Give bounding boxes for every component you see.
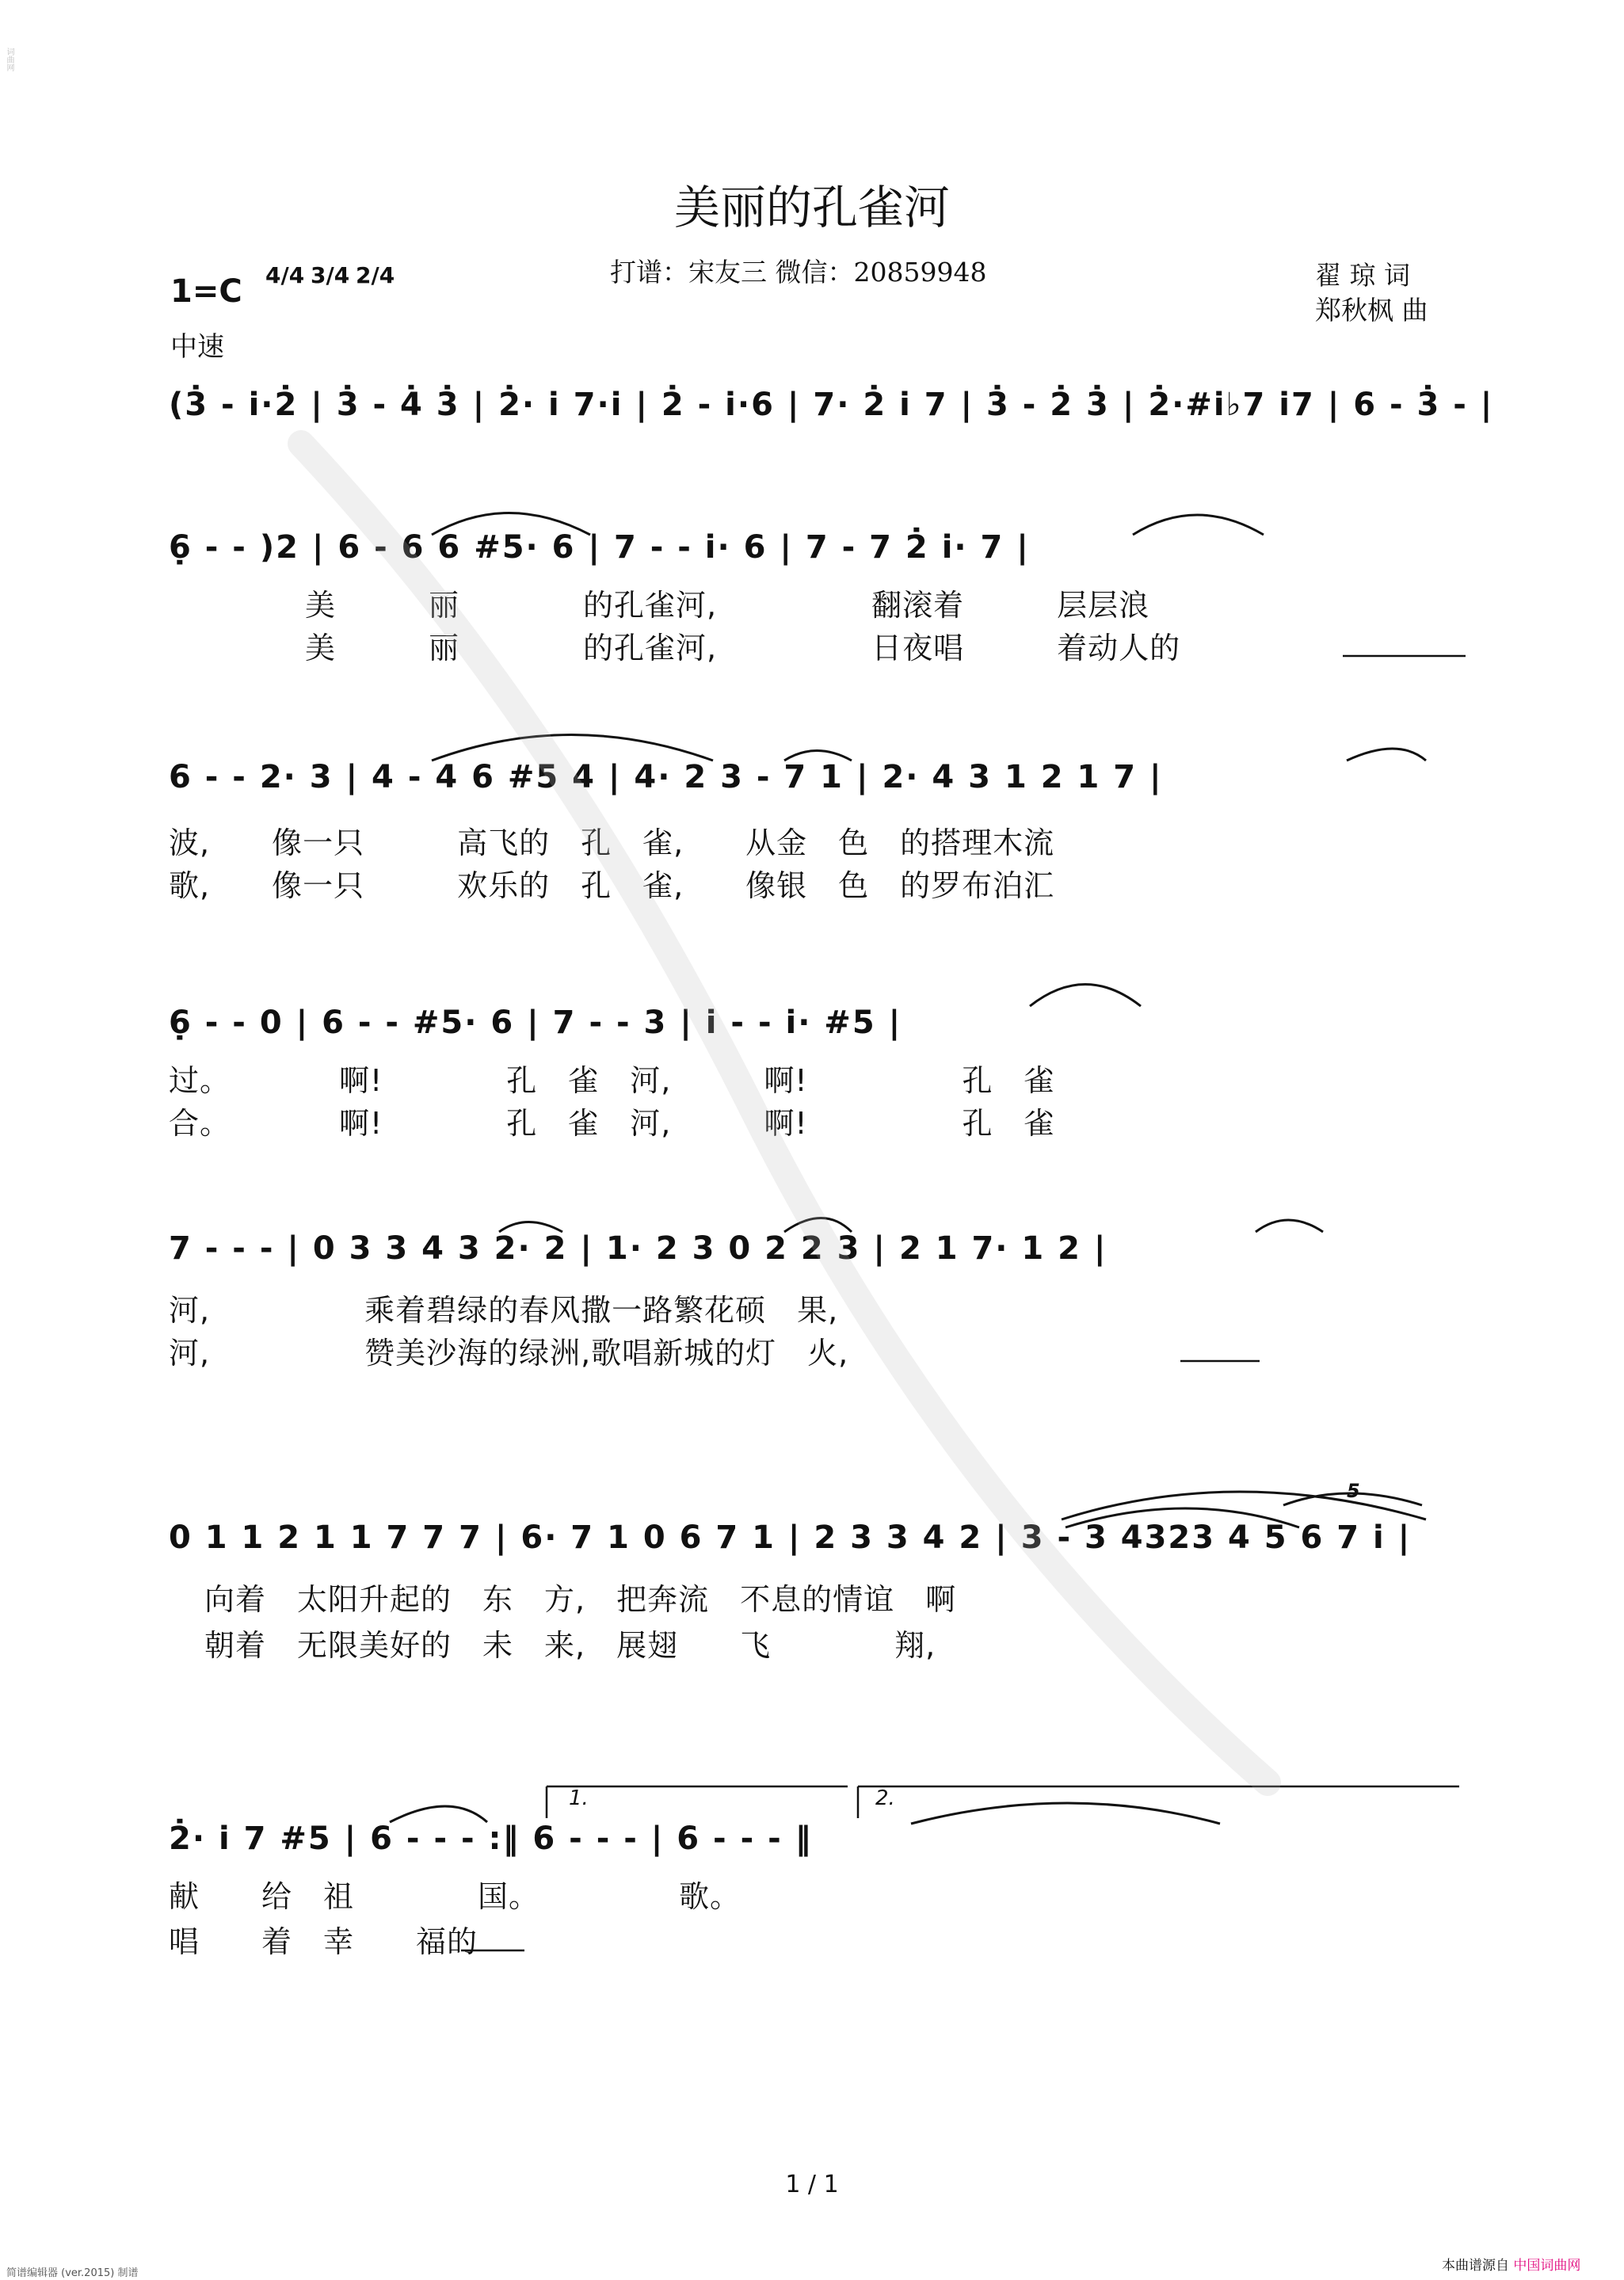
slur (432, 735, 713, 761)
composer-credit: 郑秋枫 曲 (1315, 295, 1428, 326)
lyrics-system-6-verse-2: 朝着 无限美好的 未 来, 展翅 飞 翔, (204, 1628, 936, 1663)
notes-system-5: 7 - - - | 0 3 3 4 3 2· 2 | 1· 2 3 0 2 2 3 | 2 1 7· 1 2 | (169, 1230, 1107, 1267)
lyrics-system-3-verse-2: 歌, 像一只 欢乐的 孔 雀, 像银 色 的罗布泊汇 (169, 868, 1055, 903)
volta-label-1: 1. (569, 1786, 589, 1810)
lyrics-system-3-verse-1: 波, 像一只 高飞的 孔 雀, 从金 色 的搭理木流 (169, 825, 1055, 860)
tempo-marking: 中速 (170, 331, 224, 363)
lyrics-system-5-verse-1: 河, 乘着碧绿的春风撒一路繁花硕 果, (169, 1293, 839, 1328)
time-signature-2: 3/4 (311, 262, 350, 288)
tuplet-mark: 5 (1347, 1480, 1360, 1502)
slur (784, 751, 852, 761)
notes-system-4: 6̣ - - 0 | 6 - - #5· 6 | 7 - - 3 | i - - i· #5 | (169, 1005, 902, 1041)
notes-system-3: 6 - - 2· 3 | 4 - 4 6 #5 4 | 4· 2 3 - 7 1 | 2· 4 3 1 2 1 7 | (169, 759, 1163, 795)
slur (1133, 515, 1264, 535)
song-title: 美丽的孔雀河 (673, 181, 950, 234)
transcriber-info: 打谱：宋友三 微信：20859948 (610, 257, 987, 288)
time-signature-1: 4/4 (265, 262, 305, 288)
slur (432, 513, 590, 536)
slur (1256, 1220, 1323, 1232)
side-watermark: 词曲网 (5, 48, 13, 71)
slur (390, 1806, 487, 1822)
notes-system-2: 6̣ - - )2 | 6 - 6 6 #5· 6 | 7 - - i· 6 | 7 - 7 2̇ i· 7 | (169, 529, 1030, 566)
lyrics-system-5-verse-2: 河, 赞美沙海的绿洲,歌唱新城的灯 火, (169, 1336, 849, 1371)
slur (1030, 985, 1141, 1007)
time-signature-3: 2/4 (356, 262, 395, 288)
lyrics-system-7-verse-2: 唱 着 幸 福的 (169, 1924, 478, 1959)
slur (499, 1222, 562, 1233)
slur (1347, 749, 1426, 761)
volta-label-2: 2. (875, 1786, 895, 1810)
key-signature: 1=C (170, 273, 242, 310)
lyrics-system-2-verse-2: 美 丽 的孔雀河, 日夜唱 着动人的 (305, 631, 1181, 665)
footer-source-prefix: 本曲谱源自 (1442, 2258, 1509, 2274)
lyrics-system-6-verse-1: 向着 太阳升起的 东 方, 把奔流 不息的情谊 啊 (204, 1582, 957, 1617)
lyricist-credit: 翟 琼 词 (1315, 260, 1410, 291)
lyrics-system-2-verse-1: 美 丽 的孔雀河, 翻滚着 层层浪 (305, 588, 1150, 623)
lyrics-system-7-verse-1: 献 给 祖 国。 歌。 (169, 1879, 741, 1914)
notes-system-7: 2̇· i 7 #5 | 6 - - - :‖ 6 - - - | 6 - - - ‖ (169, 1821, 813, 1857)
slur (911, 1803, 1220, 1824)
lyrics-system-4-verse-2: 合。 啊! 孔 雀 河, 啊! 孔 雀 (169, 1106, 1055, 1141)
slur (1066, 1508, 1299, 1527)
footer-source-brand: 中国词曲网 (1513, 2258, 1581, 2274)
page-number: 1 / 1 (785, 2171, 839, 2198)
notes-system-6: 0 1 1 2 1 1 7 7 7 | 6· 7 1 0 6 7 1 | 2 3 3 4 2 | 3 - 3 4323 4 5 6 7 i | (169, 1519, 1412, 1556)
footer-editor-credit: 简谱编辑器 (ver.2015) 制谱 (6, 2267, 139, 2279)
notes-system-1: (3̇ - i·2̇ | 3̇ - 4̇ 3̇ | 2̇· i 7·i | 2̇ - i·6 | 7· 2̇ i 7 | 3̇ - 2̇ 3̇ | 2̇·#i♭7 i7 | 6 - 3̇ - | (169, 387, 1494, 423)
lyrics-system-4-verse-1: 过。 啊! 孔 雀 河, 啊! 孔 雀 (169, 1063, 1055, 1098)
